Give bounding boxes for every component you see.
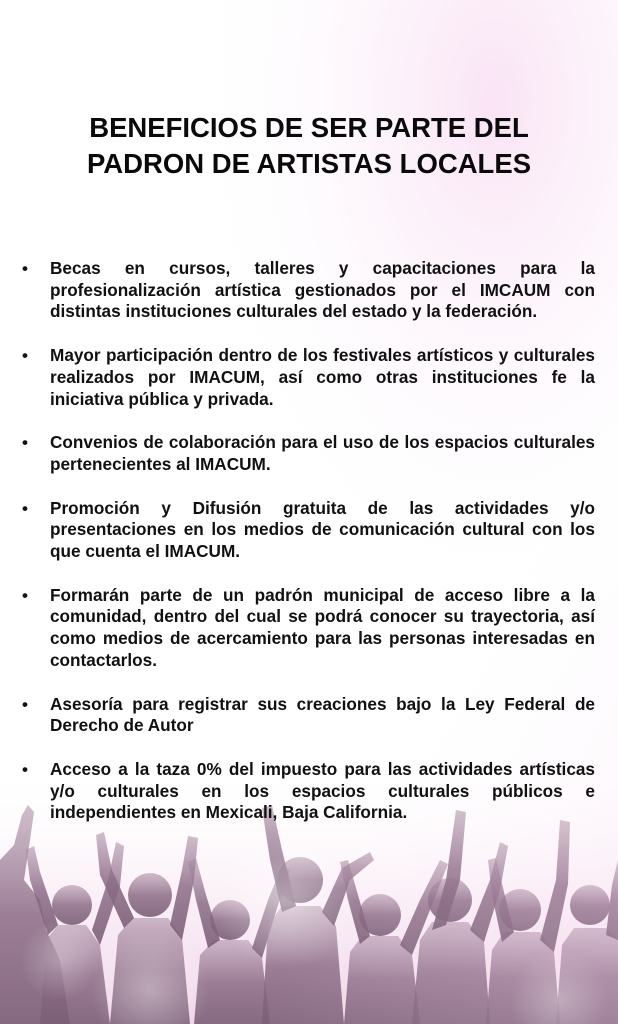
benefit-text: Becas en cursos, talleres y capacitaciones para la profesionalización artística gestionados por el IMCAUM con distintas instituciones culturales del estado y la federación. (50, 258, 595, 322)
benefit-item (22, 498, 595, 563)
benefit-text: Mayor participación dentro de los festivales artísticos y culturales realizados por IMACUM, así como otras instituciones fe la iniciativa pública y privada. (50, 345, 595, 409)
bullet-icon: • (22, 259, 28, 278)
bullet-icon: • (22, 694, 28, 714)
benefit-text: Convenios de colaboración para el uso de los espacios culturales pertenecientes al IMACUM. (50, 432, 595, 474)
benefit-item (22, 432, 595, 475)
bullet-icon: • (22, 498, 28, 518)
benefit-item (22, 585, 595, 672)
benefit-item (22, 694, 595, 737)
benefit-text: Acceso a la taza 0% del impuesto para las actividades artísticas y/o culturales en los espacios culturales públicos e independientes en Mexicali, Baja California. (50, 758, 595, 823)
benefit-item (22, 759, 595, 824)
benefits-list (22, 258, 595, 846)
benefit-item (22, 258, 595, 323)
benefit-item (22, 345, 595, 410)
benefit-text: Asesoría para registrar sus creaciones bajo la Ley Federal de Derecho de Autor (50, 693, 595, 736)
bullet-icon: • (22, 585, 28, 605)
bullet-icon: • (22, 346, 28, 366)
benefit-text: Promoción y Difusión gratuita de las actividades y/o presentaciones en los medios de comunicación cultural con los que cuenta el IMACUM. (50, 497, 595, 562)
bullet-icon: • (22, 759, 28, 779)
title-line-1: BENEFICIOS DE SER PARTE DEL (89, 112, 529, 143)
page-title (0, 110, 618, 182)
bullet-icon: • (22, 433, 28, 453)
benefit-text: Formarán parte de un padrón municipal de acceso libre a la comunidad, dentro del cual se podrá conocer su trayectoria, así como medios de acercamiento para las personas interesadas en contactarlos. (50, 584, 595, 670)
title-line-2: PADRON DE ARTISTAS LOCALES (86, 148, 532, 179)
